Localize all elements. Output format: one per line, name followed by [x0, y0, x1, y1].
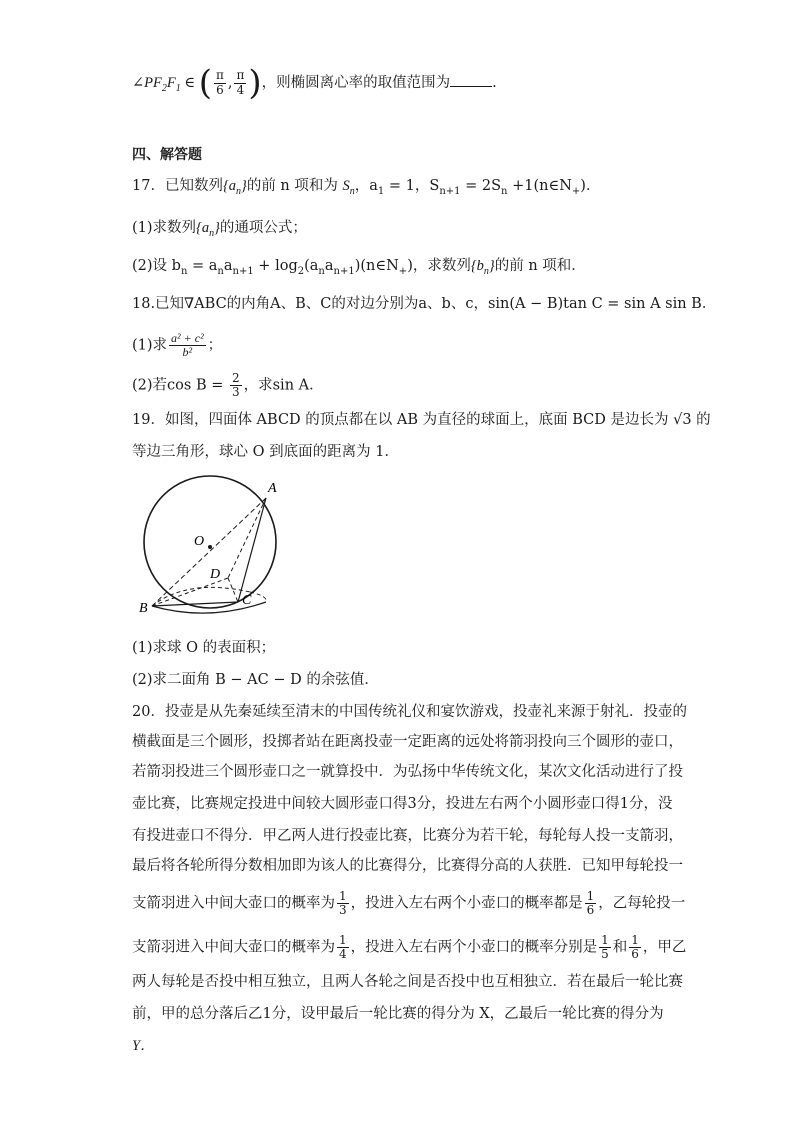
label-O: O	[194, 534, 205, 549]
edge-AC	[238, 498, 266, 602]
fraction-a2c2-b2: $\frac{\text{a² + c²}}{\text{b²}}$	[171, 331, 204, 360]
q16-tail-line: $\angle PF_2F_1$ ∈ ( $\frac{\pi}{6}$ , $\frac{\pi}{4}$ )，则椭圆离心率的取值范围为 .	[132, 63, 497, 103]
q20-line7: 支箭羽进入中间大壶口的概率为 $\frac{1}{3}$ ，投进入左右两个小壶口的概率都是 $\frac{1}{6}$ ，乙每轮投一	[132, 889, 686, 918]
angle-expr: $\angle PF_2F_1$ ∈	[132, 75, 199, 94]
q17-stem: 17．已知数列$\{a_n\}$的前 n 项和为 $S_n$，$a_1 = 1$，$S_{n+1} = 2S_n$ $+1(n\in N_+)$．	[132, 178, 601, 197]
edge-AB	[152, 498, 266, 606]
interval-close: )	[248, 63, 262, 103]
edge-BC	[152, 602, 238, 606]
q19-line1: 19．如图，四面体 ABCD 的顶点都在以 AB 为直径的球面上，底面 BCD 是边长为 √3 的	[132, 412, 711, 428]
q20-line5: 有投进壶口不得分．甲乙两人进行投壶比赛，比赛分为若干轮，每轮每人投一支箭羽，	[132, 828, 683, 844]
fraction-pi-6: $\frac{\pi}{6}$	[215, 68, 224, 97]
q20-line2: 横截面是三个圆形，投掷者站在距离投壶一定距离的远处将箭羽投向三个圆形的壶口，	[132, 734, 683, 750]
q20-line9: 两人每轮是否投中相互独立，且两人各轮之间是否投中也互相独立．若在最后一轮比赛	[132, 974, 683, 990]
sphere-tetrahedron-figure	[128, 470, 288, 620]
fraction-1-6b: $\frac{1}{6}$	[631, 933, 639, 962]
q19-part2: (2)求二面角 B − AC − D 的余弦值．	[132, 672, 379, 688]
fraction-pi-4: $\frac{\pi}{4}$	[236, 68, 245, 97]
q18-stem: 18.已知∇ABC的内角A、B、C的对边分别为a、b、c，sin(A − B)tan C = sin A sin B．	[132, 296, 717, 312]
q16-end-mark: .	[492, 75, 497, 91]
q20-line6: 最后将各轮所得分数相加即为该人的比赛得分，比赛得分高的人获胜．已知甲每轮投一	[132, 858, 683, 874]
q20-line4: 壶比赛，比赛规定投进中间较大圆形壶口得3分，投进左右两个小圆形壶口得1分，没	[132, 796, 673, 812]
interval-open: (	[198, 63, 212, 103]
q18-part1: (1)求 $\frac{\text{a² + c²}}{\text{b²}}$ ；	[132, 331, 223, 360]
fraction-2-3: $\frac{2}{3}$	[231, 371, 240, 400]
q19-line2: 等边三角形，球心 O 到底面的距离为 1．	[132, 444, 399, 460]
sphere-outline	[144, 476, 276, 608]
q17-part1: (1)求数列$\{a_n\}$的通项公式；	[132, 220, 307, 239]
q20-line8: 支箭羽进入中间大壶口的概率为 $\frac{1}{4}$ ，投进入左右两个小壶口的概率分别是 $\frac{1}{5}$ 和 $\frac{1}{6}$ ，甲乙	[132, 933, 687, 962]
q19-part1: (1)求球 O 的表面积；	[132, 640, 276, 656]
label-A: A	[268, 481, 277, 496]
edge-DC	[228, 578, 238, 602]
label-B: B	[139, 601, 148, 616]
label-C: C	[242, 593, 252, 608]
edge-AD	[228, 498, 266, 578]
q16-tail-text: ，则椭圆离心率的取值范围为	[261, 75, 451, 91]
fraction-1-5: $\frac{1}{5}$	[601, 933, 609, 962]
answer-blank	[450, 72, 492, 87]
q20-line3: 若箭羽投进三个圆形壶口之一就算投中．为弘扬中华传统文化，某次文化活动进行了投	[132, 764, 683, 780]
section-heading: 四、解答题	[132, 146, 202, 162]
q17-part2: (2)设 $b_n = a_na_{n+1}$ + $\log_2(a_na_{n+1})(n\in N_+)$，求数列$\{b_n\}$的前 n 项和．	[132, 258, 586, 277]
fraction-1-6: $\frac{1}{6}$	[586, 889, 595, 918]
q20-line11: Y．	[132, 1038, 155, 1054]
q20-line1: 20．投壶是从先秦延续至清末的中国传统礼仪和宴饮游戏，投壶礼来源于射礼．投壶的	[132, 704, 687, 720]
figure-svg	[128, 470, 288, 620]
center-point	[208, 545, 212, 549]
edge-BD	[152, 578, 228, 606]
label-D: D	[210, 567, 221, 582]
fraction-1-4: $\frac{1}{4}$	[339, 933, 347, 962]
fraction-1-3: $\frac{1}{3}$	[339, 889, 347, 918]
q18-part2: (2)若cos B = $\frac{2}{3}$ ，求sin A．	[132, 371, 324, 400]
q20-line10: 前，甲的总分落后乙1分，设甲最后一轮比赛的得分为 X，乙最后一轮比赛的得分为	[132, 1006, 664, 1022]
